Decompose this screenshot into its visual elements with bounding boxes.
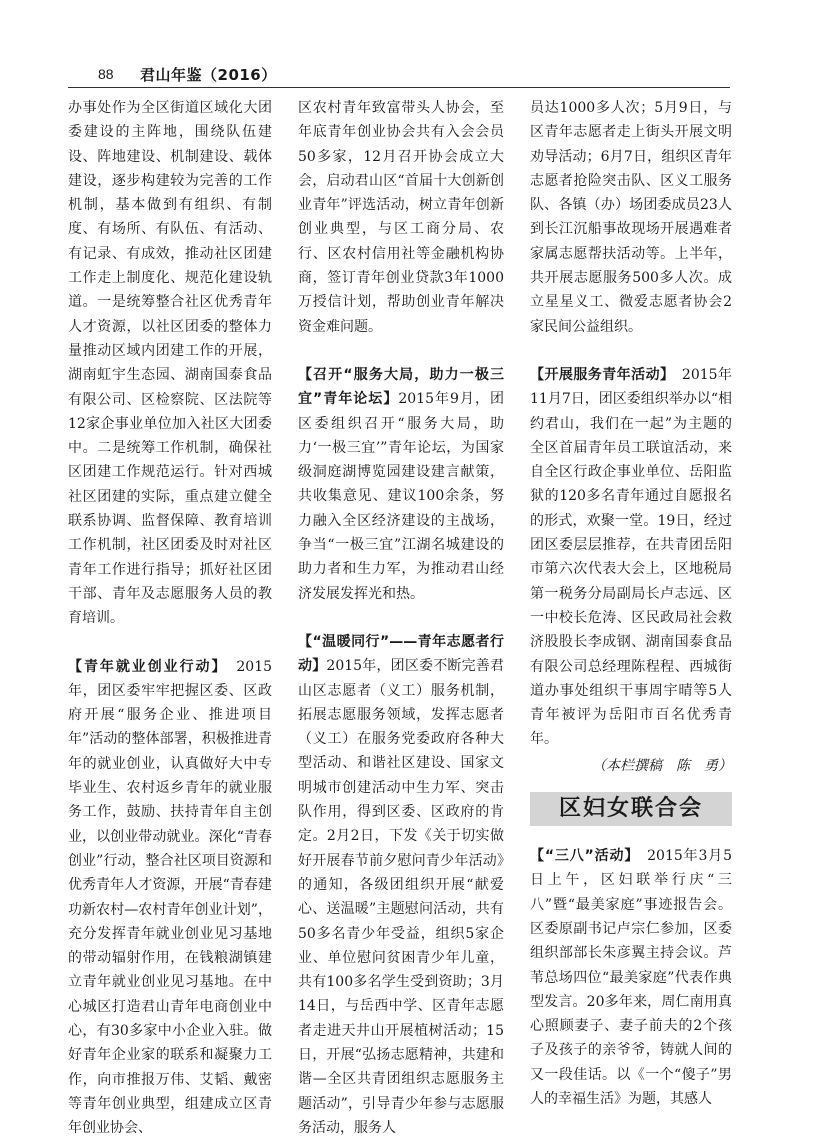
paragraph-womens-day [530, 844, 732, 1111]
column-2 [298, 96, 504, 1140]
section-heading-womens-federation: 区妇女联合会 [530, 792, 732, 826]
column-3 [530, 96, 732, 1111]
section-title-youth-employment: 【青年就业创业行动】 [68, 658, 221, 675]
paragraph-entrepreneur-association: 区农村青年致富带头人协会，至年底青年创业协会共有入会会员50多家，12月召开协会成立大会，启动君山区“首届十大创新创业青年”评选活动，树立青年创新创业典型，与区工商分局、农行、区农村信用社等金融机构协商，签订青年创业贷款3年1000万授信计划，帮助创业青年解决资金难问题。 [298, 100, 504, 335]
section-title-womens-day: 【“三八”活动】 [530, 848, 633, 865]
paragraph-community-league: 办事处作为全区街道区域化大团委建设的主阵地，围绕队伍建设、阵地建设、机制建设、载体建设，逐步构建较为完善的工作机制，基本做到有组织、有制度、有场所、有队伍、有活动、有记录、有成效，推动社区团建工作走上制度化、规范化建设轨道。一是统筹整合社区优秀青年人才资源，以社区团委的整体力量推动区域内团建工作的开展，湖南虹宇生态园、湖南国泰食品有限公司、区检察院、区法院等12家企事业单位加入社区大团委中。二是统筹工作机制，确保社区团建工作规范运行。针对西城社区团建的实际，重点建立健全联系协调、监督保障、教育培训工作机制，社区团委及时对社区青年工作进行指导；抓好社区团干部、青年及志愿服务人员的教育培训。 [68, 100, 272, 627]
section-body-womens-day: 2015年3月5日上午，区妇联举行庆“三八”暨“最美家庭”事迹报告会。区委原副书记卢宗仁参加，区委组织部部长朱彦翼主持会议。芦苇总场四位“最美家庭”代表作典型发言。20多年来，周仁南用真心照顾妻子、妻子前夫的2个孩子及孩子的亲爷爷，铸就人间的又一段佳话。以《一个“傻子”男人的幸福生活》为题，其感人 [530, 848, 732, 1107]
section-title-youth-service: 【开展服务青年活动】 [530, 366, 668, 383]
section-body-youth-service: 2015年11月7日，团区委组织举办以“相约君山，我们在一起”为主题的全区首届青年员工联谊活动，来自全区行政企事业单位、岳阳监狱的120多名青年通过自愿报名的形式，欢聚一堂。19日，经过团区委层层推荐，在共青团岳阳市第六次代表大会上，区地税局第一税务分局副局长卢志远、区一中校长危涛、区民政局社会救济股股长李成钢、湖南国泰食品有限公司总经理陈程程、西城街道办事处组织干事周宇晴等5人青年被评为岳阳市百名优秀青年。 [530, 366, 732, 748]
paragraph-youth-service [530, 363, 732, 752]
paragraph-volunteer-action [298, 630, 504, 1140]
section-body-youth-employment: 2015年，团区委牢牢把握区委、区政府开展“服务企业、推进项目年”活动的整体部署，积极推进青年的就业创业，认真做好大中专毕业生、农村返乡青年的就业服务工作，鼓励、扶持青年自主创业，以创业带动就业。深化“青春创业”行动，整合社区项目资源和优秀青年人才资源，开展“青春建功新农村—农村青年创业计划”，充分发挥青年就业创业见习基地的带动辐射作用，在钱粮湖镇建立青年就业创业见习基地。在中心城区打造君山青年电商创业中心，有30多家中小企业入驻。做好青年企业家的联系和凝聚力工作，向市推报万伟、艾韬、戴密等青年创业典型，组建成立区青年创业协会、 [68, 658, 273, 1137]
book-title: 君山年鉴（2016） [140, 66, 277, 84]
section-body-volunteer-action: 2015年，团区委不断完善君山区志愿者（义工）服务机制，拓展志愿服务领域，发挥志愿者（义工）在服务党委政府各种大型活动、和谐社区建设、国家文明城市创建活动中生力军、突击队作用，得到区委、区政府的肯定。2月2日，下发《关于切实做好开展春节前夕慰问青少年活动》的通知，各级团组织开展“献爱心、送温暖”主题慰问活动，共有50多名青少年受益，组织5家企业、单位慰问贫困青少年儿童，共有100多名学生受到资助；3月14日，与岳西中学、区青年志愿者走进天井山开展植树活动；15日，开展“弘扬志愿精神，共建和谐—全区共青团组织志愿服务主题活动”，引导青少年参与志愿服务活动，服务人 [298, 658, 505, 1136]
column-1 [68, 96, 272, 1140]
page-number: 88 [98, 66, 114, 82]
paragraph-volunteer-continued: 员达1000多人次；5月9日，与区青年志愿者走上街头开展文明劝导活动；6月7日，组织区青年志愿者抢险突击队、区义工服务队、各镇（办）场团委成员23人到长江沉船事故现场开展遇难者家属志愿帮扶活动等。上半年，共开展志愿服务500多人次。成立星星义工、微爱志愿者协会2家民间公益组织。 [530, 100, 732, 335]
section-title-youth-forum: 【召开“服务大局，助力一极三宜”青年论坛】 [298, 366, 504, 408]
section-title-volunteer-action: 【“温暖同行”——青年志愿者行动】 [298, 633, 504, 675]
paragraph-youth-employment [68, 655, 272, 1140]
header-rule [68, 87, 730, 88]
paragraph-youth-forum [298, 363, 504, 606]
byline: （本栏撰稿 陈 勇） [592, 757, 732, 774]
page-header [68, 64, 728, 88]
section-body-youth-forum: 2015年9月，团区委组织召开“服务大局，助力‘一极三宜’”青年论坛，为国家级洞庭湖博览园建设建言献策，共收集意见、建议100余条，努力融入全区经济建设的主战场，争当“一极三宜”江湖名城建设的助力者和生力军，为推动君山经济发展发挥光和热。 [298, 391, 504, 602]
